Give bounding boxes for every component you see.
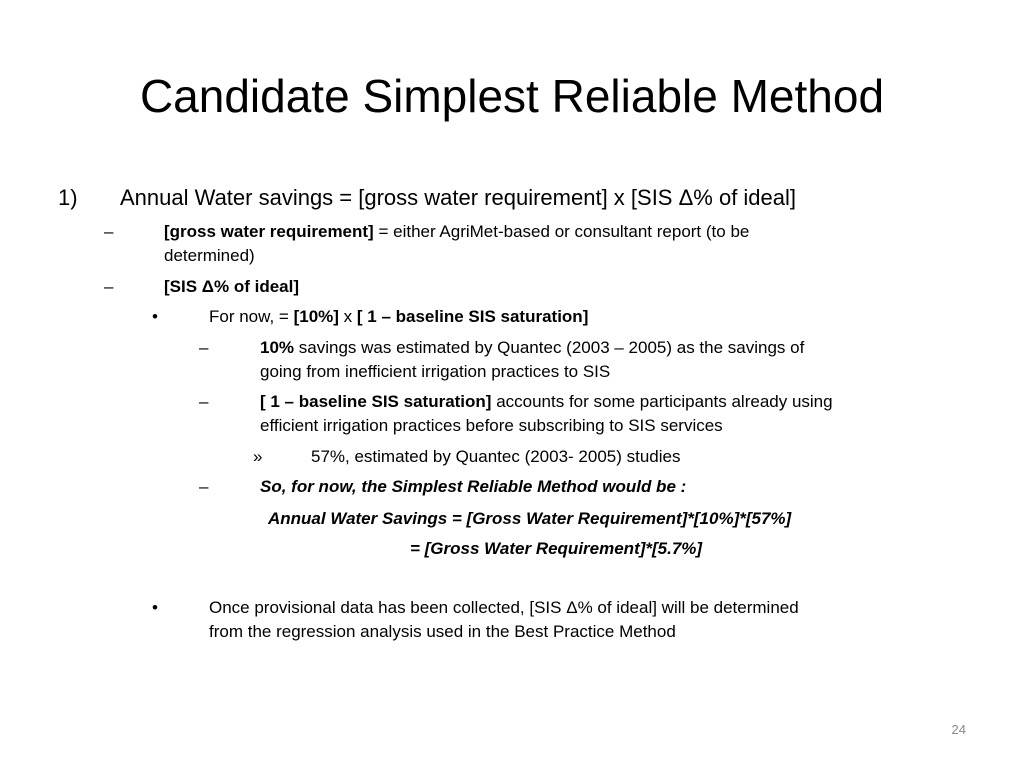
raquo-item: 57%, estimated by Quantec (2003- 2005) studies [311, 447, 681, 466]
dash-item-line2: efficient irrigation practices before subscribing to SIS services [260, 416, 723, 435]
dash-item-text: savings was estimated by Quantec (2003 – 2005) as the savings of [294, 338, 805, 357]
dash-item-bold: 10% [260, 338, 295, 357]
item-number: 1) [58, 185, 78, 210]
dash-marker: – [199, 392, 209, 411]
page-number: 24 [951, 722, 966, 737]
sub-item-sis: [SIS Δ% of ideal] [164, 277, 300, 296]
bullet-marker: • [152, 598, 158, 617]
sub-item-text: = either AgriMet-based or consultant report (to be [373, 222, 750, 241]
dash-marker: – [199, 477, 209, 496]
bullet-for-now [209, 305, 588, 328]
bullet-text-x: x [338, 307, 357, 326]
bullet-text: For now, = [209, 307, 294, 326]
dash-item-bold: [ 1 – baseline SIS saturation] [260, 392, 492, 411]
slide-title: Candidate Simplest Reliable Method [139, 70, 885, 122]
dash-marker: – [104, 277, 114, 296]
sub-item-gross-water [164, 220, 749, 243]
bullet-provisional-line2: from the regression analysis used in the Best Practice Method [209, 622, 676, 641]
dash-item-10pct [260, 336, 804, 359]
bullet-provisional: Once provisional data has been collected, [SIS Δ% of ideal] will be determined [209, 598, 799, 617]
sub-item-line2: determined) [164, 246, 255, 265]
raquo-marker: » [253, 447, 263, 466]
dash-item-conclusion: So, for now, the Simplest Reliable Method would be : [260, 477, 687, 496]
formula-line-2: = [Gross Water Requirement]*[5.7%] [410, 539, 703, 558]
dash-item-text: accounts for some participants already using [491, 392, 833, 411]
dash-item-line2: going from inefficient irrigation practices to SIS [260, 362, 611, 381]
dash-marker: – [199, 338, 209, 357]
bullet-marker: • [152, 307, 158, 326]
bullet-bold-10: [10%] [293, 307, 339, 326]
dash-item-saturation [260, 390, 833, 413]
formula-line-1: Annual Water Savings = [Gross Water Requirement]*[10%]*[57%] [268, 509, 792, 528]
bullet-bold-saturation: [ 1 – baseline SIS saturation] [356, 307, 589, 326]
sub-item-bold: [gross water requirement] [164, 222, 374, 241]
dash-marker: – [104, 222, 114, 241]
list-item-1-text: Annual Water savings = [gross water requirement] x [SIS Δ% of ideal] [120, 185, 797, 210]
